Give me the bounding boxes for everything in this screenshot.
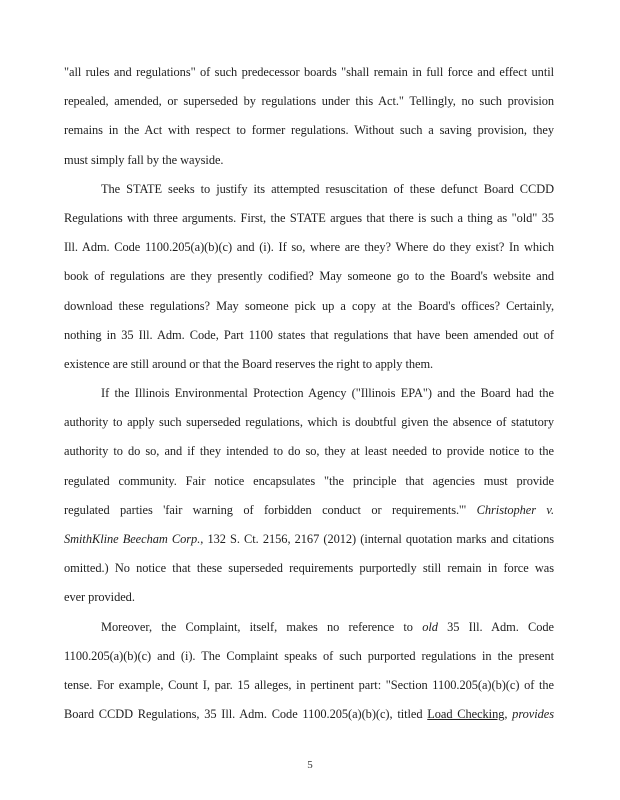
text-line: omitted.) No notice that these superseded requirements purportedly still remain in force was (64, 561, 554, 576)
paragraph-1 (64, 58, 554, 175)
text-line: regulated community. Fair notice encapsulates "the principle that agencies must provide (64, 473, 554, 488)
text-line: "all rules and regulations" of such predecessor boards "shall remain in full force and effect until (64, 65, 554, 79)
text-line: book of regulations are they presently codified? May someone go to the Board's website and (64, 269, 554, 284)
emphasis-old: old (422, 619, 438, 634)
text-line: Ill. Adm. Code 1100.205(a)(b)(c) and (i). If so, where are they? Where do they exist? In which (64, 240, 554, 255)
text-line: ever provided. (64, 590, 135, 605)
text-line (64, 613, 554, 642)
text-line: repealed, amended, or superseded by regulations under this Act." Tellingly, no such provision (64, 94, 554, 109)
paragraph-3 (64, 379, 554, 613)
text-line: must simply fall by the wayside. (64, 152, 224, 167)
text-segment: 35 Ill. Adm. Code (437, 619, 554, 634)
text-line: tense. For example, Count I, par. 15 alleges, in pertinent part: "Section 1100.205(a)(b)(c) of the (64, 677, 554, 692)
emphasis-provides: provides (512, 707, 554, 722)
text-line: authority to do so, and if they intended to do so, they at least needed to provide notice to the (64, 444, 554, 459)
text-line: existence are still around or that the Board reserves the right to apply them. (64, 356, 434, 371)
text-line: 1100.205(a)(b)(c) and (i). The Complaint speaks of such purported regulations in the present (64, 648, 554, 663)
citation-text: , 132 S. Ct. 2156, 2167 (2012) (internal quotation marks and citations (200, 532, 555, 546)
text-line: If the Illinois Environmental Protection Agency ("Illinois EPA") and the Board had the (101, 386, 554, 401)
text-line: nothing in 35 Ill. Adm. Code, Part 1100 states that regulations that have been amended out of (64, 327, 554, 342)
case-name: SmithKline Beecham Corp. (64, 532, 201, 546)
paragraph-4 (64, 613, 554, 730)
text-line: authority to apply such superseded regulations, which is doubtful given the absence of statutory (64, 415, 554, 430)
text-line: remains in the Act with respect to former regulations. Without such a saving provision, they (64, 123, 554, 138)
underlined-title: Load Checking (427, 707, 505, 722)
text-line (64, 496, 554, 525)
text-segment: , (504, 707, 513, 722)
body-text (64, 58, 554, 729)
text-line: The STATE seeks to justify its attempted resuscitation of these defunct Board CCDD (101, 181, 554, 196)
text-line: download these regulations? May someone pick up a copy at the Board's offices? Certainly, (64, 298, 554, 313)
text-line (64, 700, 554, 729)
case-name-start: Christopher v. (476, 502, 554, 517)
text-segment: regulated parties 'fair warning of forbidden conduct or requirements.'" (64, 502, 477, 517)
case-citation-line (64, 525, 554, 554)
text-line: Regulations with three arguments. First, the STATE argues that there is such a thing as "old" 35 (64, 210, 554, 225)
page-number: 5 (307, 759, 313, 771)
text-segment: Board CCDD Regulations, 35 Ill. Adm. Code 1100.205(a)(b)(c), titled (64, 707, 428, 722)
paragraph-2 (64, 175, 554, 379)
text-segment: Moreover, the Complaint, itself, makes no reference to (101, 619, 423, 634)
